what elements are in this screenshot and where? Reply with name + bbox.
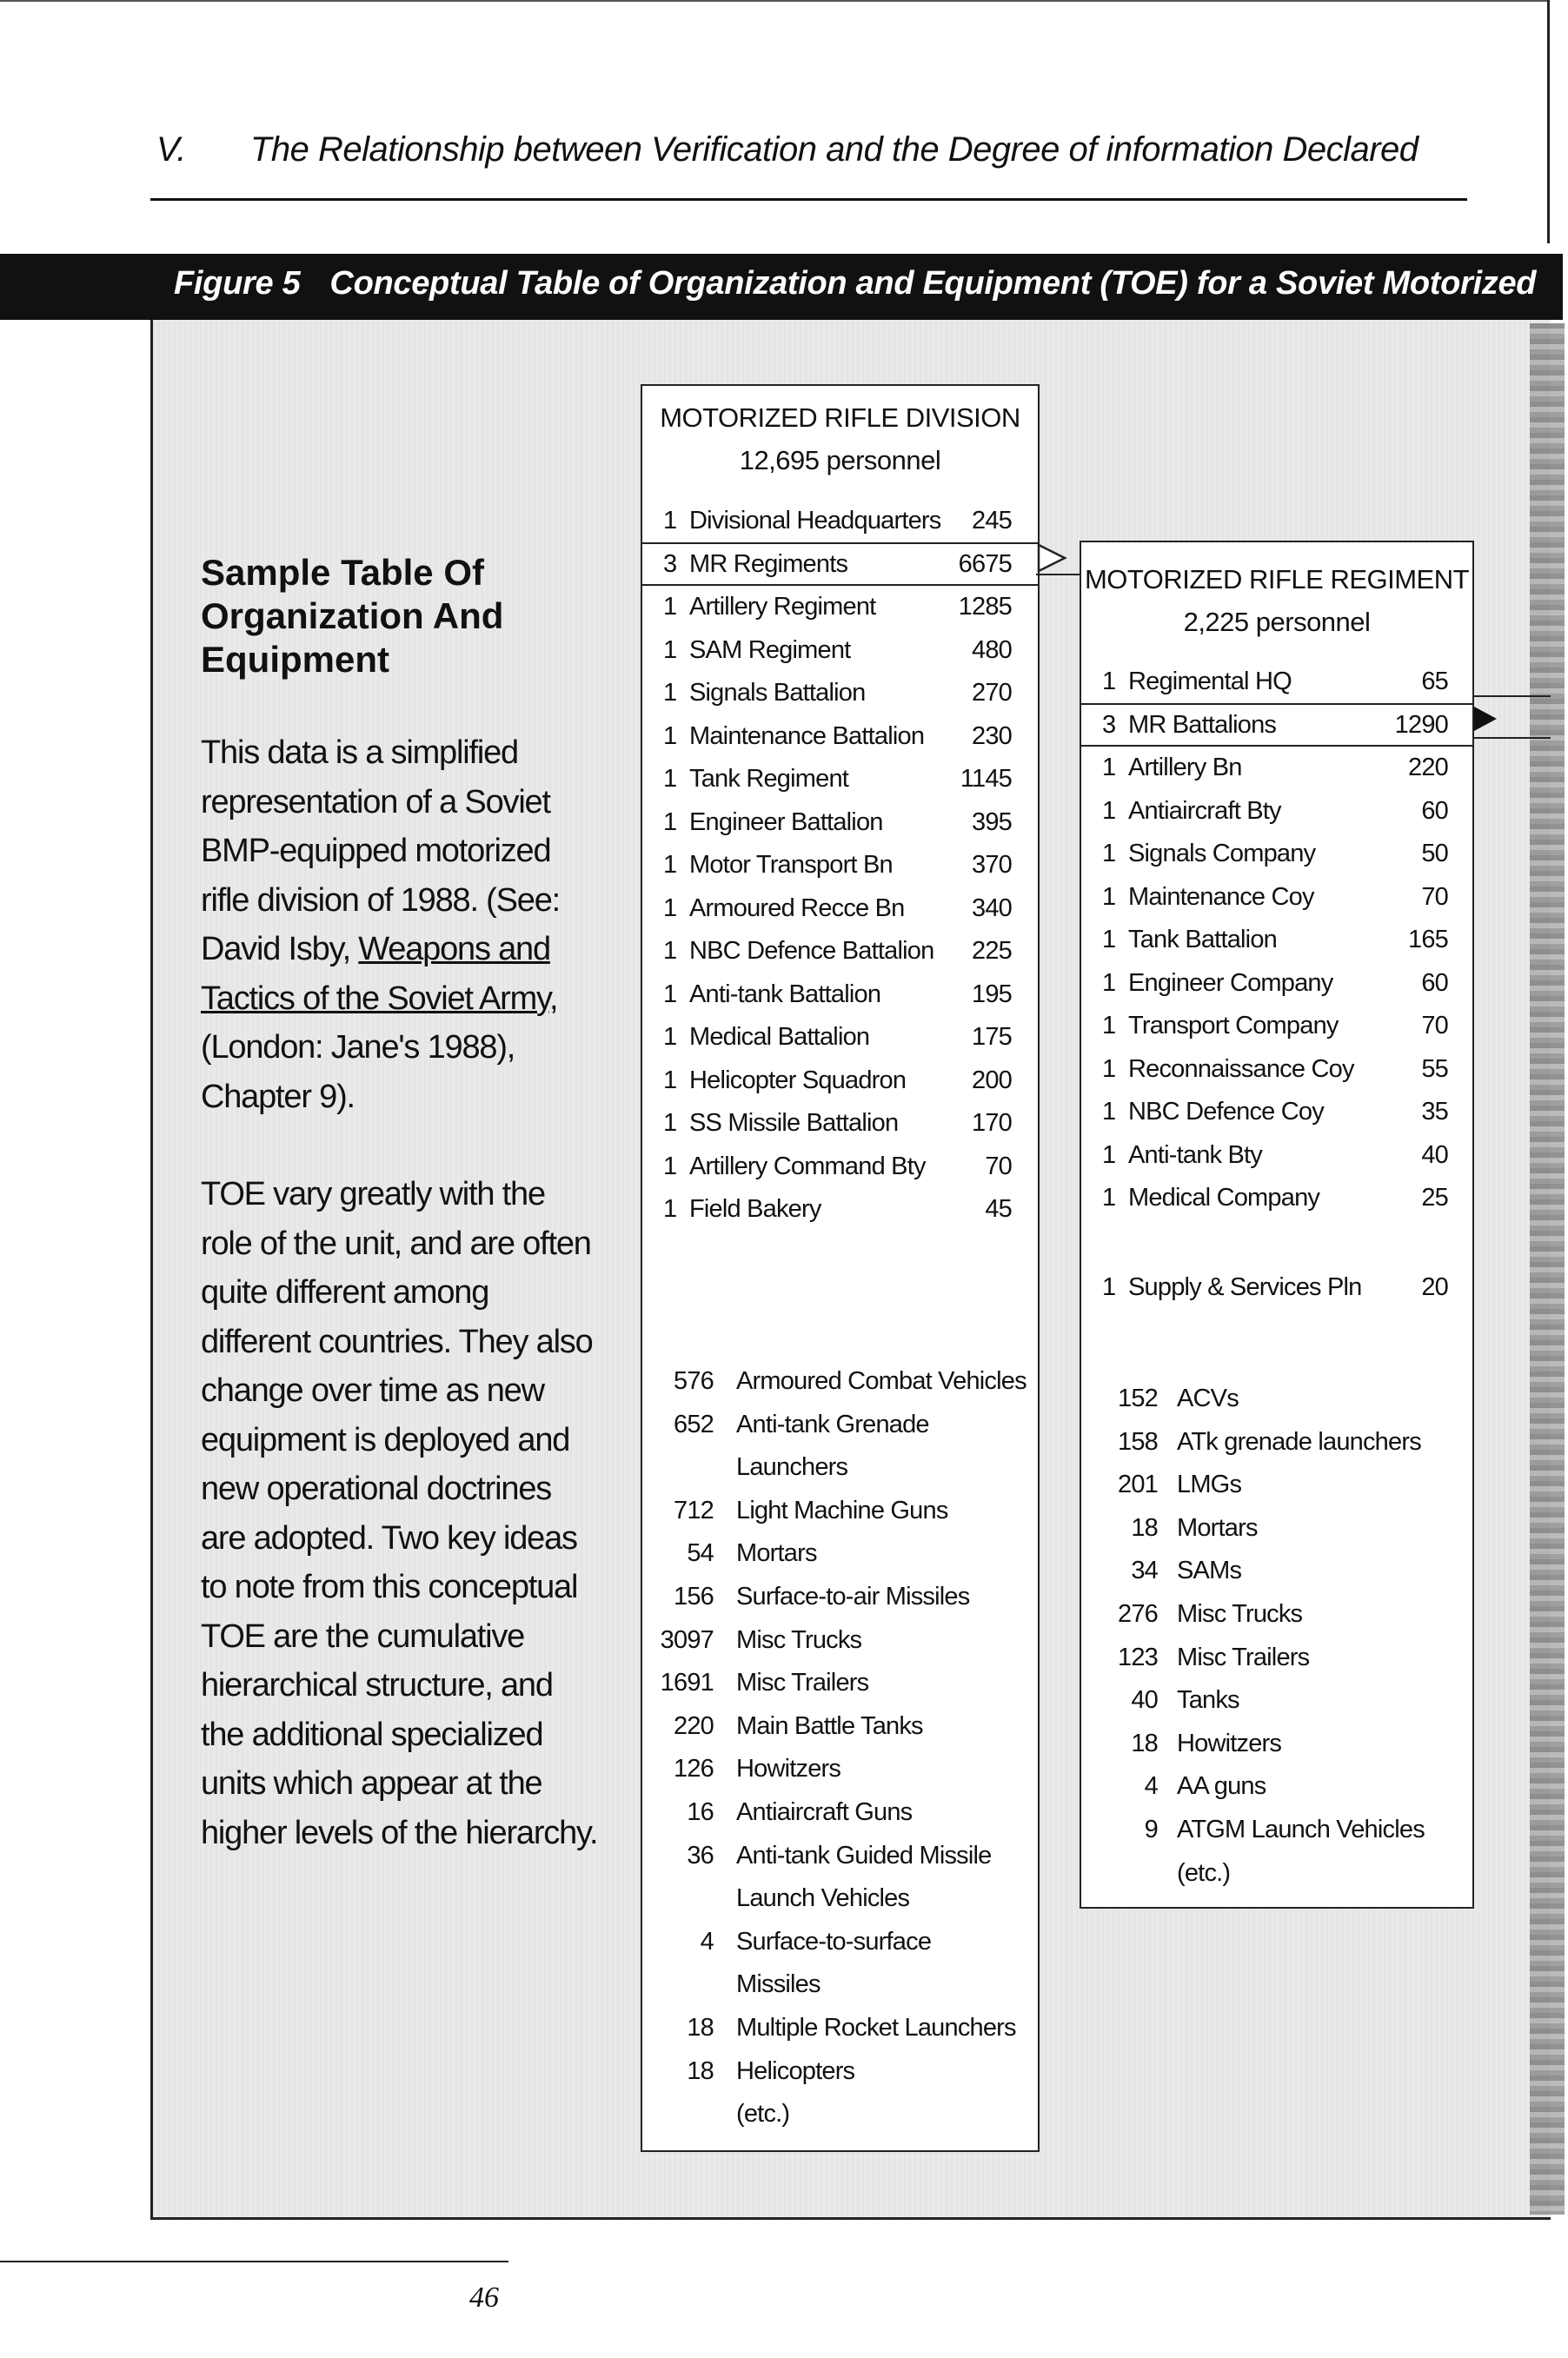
unit-qty: 1 xyxy=(1102,1273,1116,1301)
unit-name: Artillery Regiment xyxy=(689,593,876,621)
equipment-row xyxy=(642,1704,1038,1748)
unit-value: 220 xyxy=(1408,754,1448,781)
unit-qty: 1 xyxy=(663,1109,677,1137)
unit-row xyxy=(642,1101,1038,1145)
unit-value: 60 xyxy=(1421,968,1448,997)
unit-name: Transport Company xyxy=(1128,1012,1339,1040)
unit-value: 50 xyxy=(1421,840,1448,867)
sidebar-title-line: Sample Table Of xyxy=(201,552,484,593)
unit-row xyxy=(1081,1090,1472,1133)
connector-line xyxy=(1472,695,1551,697)
chapter-title: The Relationship between Verification and the Degree of information Declared xyxy=(250,130,1419,169)
equipment-row xyxy=(1081,1808,1472,1851)
unit-row xyxy=(1081,961,1472,1005)
figure-caption-bar xyxy=(0,254,1563,320)
equipment-row xyxy=(642,1445,1038,1489)
unit-row xyxy=(1081,832,1472,875)
equipment-row xyxy=(1081,1592,1472,1636)
unit-qty: 3 xyxy=(1102,710,1116,739)
equipment-row xyxy=(642,1747,1038,1790)
equipment-count: 18 xyxy=(1131,1729,1158,1757)
equipment-row xyxy=(642,1963,1038,2006)
unit-name: Armoured Recce Bn xyxy=(689,893,905,922)
unit-qty: 1 xyxy=(1102,1012,1116,1040)
unit-qty: 3 xyxy=(663,549,677,578)
equipment-row xyxy=(642,2092,1038,2135)
solid-arrow-icon xyxy=(1472,705,1498,733)
equipment-count: 276 xyxy=(1118,1600,1158,1628)
unit-row xyxy=(642,973,1038,1016)
unit-qty: 1 xyxy=(663,679,677,707)
equipment-name: Howitzers xyxy=(736,1755,841,1783)
equipment-name: Armoured Combat Vehicles xyxy=(736,1367,1027,1395)
equipment-name: Anti-tank Grenade xyxy=(736,1410,929,1438)
unit-name: MR Regiments xyxy=(689,549,848,578)
equipment-count: 4 xyxy=(700,1927,714,1956)
unit-name: Regimental HQ xyxy=(1128,668,1292,695)
equipment-count: 712 xyxy=(674,1496,714,1524)
unit-qty: 1 xyxy=(663,893,677,922)
unit-row xyxy=(1081,1004,1472,1047)
equipment-name: ATk grenade launchers xyxy=(1177,1427,1421,1456)
book-title-reference: Weapons and Tactics of the Soviet Army, xyxy=(201,931,558,1017)
heading-rule xyxy=(150,198,1467,201)
unit-value: 55 xyxy=(1421,1054,1448,1083)
equipment-count: 9 xyxy=(1144,1816,1158,1843)
equipment-name: Misc Trucks xyxy=(1177,1600,1303,1628)
equipment-row xyxy=(642,1618,1038,1662)
unit-name: Anti-tank Bty xyxy=(1128,1140,1262,1169)
unit-name: Reconnaissance Coy xyxy=(1128,1054,1354,1083)
unit-qty: 1 xyxy=(663,1152,677,1180)
right-margin-bar xyxy=(1547,0,1550,243)
unit-name: Medical Company xyxy=(1128,1184,1320,1212)
unit-value: 70 xyxy=(1421,1012,1448,1040)
unit-value: 270 xyxy=(972,679,1012,707)
equipment-row xyxy=(642,2049,1038,2093)
unit-value: 1290 xyxy=(1394,710,1448,739)
equipment-count: 652 xyxy=(674,1410,714,1438)
unit-value: 6675 xyxy=(958,549,1012,578)
equipment-count: 126 xyxy=(674,1755,714,1783)
unit-name: Maintenance Coy xyxy=(1128,882,1314,911)
equipment-row xyxy=(642,1531,1038,1575)
unit-value: 25 xyxy=(1421,1184,1448,1212)
unit-value: 195 xyxy=(972,980,1012,1008)
unit-qty: 1 xyxy=(663,1023,677,1051)
equipment-row xyxy=(642,1489,1038,1532)
unit-row xyxy=(642,757,1038,800)
equipment-name: Main Battle Tanks xyxy=(736,1711,923,1740)
unit-value: 200 xyxy=(972,1066,1012,1094)
unit-row xyxy=(1081,918,1472,961)
para1-text-end: (London: Jane's 1988), Chapter 9). xyxy=(201,1029,515,1115)
sidebar-paragraph-1 xyxy=(201,728,601,1121)
equipment-name: Launch Vehicles xyxy=(736,1884,910,1913)
unit-qty: 1 xyxy=(1102,1098,1116,1126)
equipment-name: Mortars xyxy=(736,1539,817,1568)
unit-qty: 1 xyxy=(1102,840,1116,867)
equipment-count: 152 xyxy=(1118,1385,1158,1412)
equipment-row xyxy=(1081,1549,1472,1592)
unit-row xyxy=(642,542,1038,586)
unit-row xyxy=(642,1145,1038,1188)
equipment-name: Anti-tank Guided Missile xyxy=(736,1841,992,1870)
equipment-name: Light Machine Guns xyxy=(736,1496,948,1524)
unit-name: Tank Battalion xyxy=(1128,926,1277,953)
equipment-name: Howitzers xyxy=(1177,1729,1282,1757)
equipment-name: SAMs xyxy=(1177,1557,1242,1585)
unit-name: Engineer Battalion xyxy=(689,807,883,836)
equipment-name: Surface-to-air Missiles xyxy=(736,1583,970,1611)
unit-value: 20 xyxy=(1421,1273,1448,1301)
equipment-row xyxy=(1081,1722,1472,1765)
regiment-box xyxy=(1080,541,1474,1909)
equipment-row xyxy=(642,1575,1038,1618)
unit-name: NBC Defence Coy xyxy=(1128,1098,1324,1126)
unit-qty: 1 xyxy=(663,507,677,535)
unit-row xyxy=(1081,1176,1472,1219)
unit-name: Artillery Command Bty xyxy=(689,1152,926,1180)
unit-value: 70 xyxy=(1421,882,1448,911)
unit-row xyxy=(1081,1133,1472,1177)
unit-row xyxy=(1081,789,1472,833)
equipment-row xyxy=(1081,1636,1472,1679)
unit-name: Medical Battalion xyxy=(689,1023,870,1051)
unit-value: 225 xyxy=(972,937,1012,965)
equipment-row xyxy=(1081,1377,1472,1420)
sidebar-title xyxy=(201,551,566,681)
unit-qty: 1 xyxy=(663,807,677,836)
unit-qty: 1 xyxy=(663,1195,677,1223)
unit-row xyxy=(1081,746,1472,789)
figure-caption xyxy=(174,265,1536,302)
unit-name: Motor Transport Bn xyxy=(689,851,893,879)
unit-row xyxy=(1081,703,1472,747)
regiment-title: MOTORIZED RIFLE REGIMENT xyxy=(1084,564,1470,594)
unit-row xyxy=(642,585,1038,628)
division-personnel: 12,695 personnel xyxy=(739,445,941,475)
equipment-name: Surface-to-surface xyxy=(736,1927,932,1956)
unit-qty: 1 xyxy=(663,765,677,793)
equipment-name: Missiles xyxy=(736,1970,821,1999)
unit-row xyxy=(642,714,1038,758)
unit-value: 480 xyxy=(972,635,1012,664)
unit-value: 40 xyxy=(1421,1140,1448,1169)
unit-row xyxy=(642,1015,1038,1059)
equipment-name: Helicopters xyxy=(736,2056,855,2085)
unit-row xyxy=(642,1059,1038,1102)
equipment-name: (etc.) xyxy=(1177,1858,1231,1887)
unit-name: Tank Regiment xyxy=(689,765,849,793)
unit-row xyxy=(642,843,1038,887)
unit-name: Supply & Services Pln xyxy=(1128,1273,1362,1301)
unit-name: Signals Company xyxy=(1128,840,1316,867)
unit-qty: 1 xyxy=(1102,882,1116,911)
division-box xyxy=(641,384,1040,2152)
unit-row xyxy=(642,929,1038,973)
para1-text: This data is a simplified representation of a Soviet BMP-equipped motorized rifle division of 1988. (See: David Isby, xyxy=(201,734,560,967)
equipment-count: 576 xyxy=(674,1367,714,1395)
equipment-name: Misc Trucks xyxy=(736,1625,862,1654)
equipment-row xyxy=(1081,1463,1472,1506)
unit-value: 175 xyxy=(972,1023,1012,1051)
unit-name: Helicopter Squadron xyxy=(689,1066,907,1094)
equipment-row xyxy=(642,2006,1038,2049)
regiment-extra-unit xyxy=(1081,1265,1472,1309)
equipment-count: 18 xyxy=(1131,1513,1158,1542)
equipment-count: 34 xyxy=(1131,1557,1158,1585)
unit-name: Maintenance Battalion xyxy=(689,721,925,750)
unit-value: 45 xyxy=(985,1195,1012,1223)
chapter-number: V. xyxy=(156,130,186,169)
unit-qty: 1 xyxy=(663,721,677,750)
unit-value: 35 xyxy=(1421,1098,1448,1126)
unit-name: NBC Defence Battalion xyxy=(689,937,934,965)
unit-row xyxy=(642,499,1038,542)
unit-row xyxy=(642,628,1038,672)
unit-qty: 1 xyxy=(663,851,677,879)
sidebar-body xyxy=(201,728,601,1906)
equipment-row xyxy=(1081,1764,1472,1808)
unit-row xyxy=(1081,875,1472,919)
equipment-name: AA guns xyxy=(1177,1772,1266,1801)
equipment-name: Misc Trailers xyxy=(1177,1643,1310,1671)
equipment-name: Antiaircraft Guns xyxy=(736,1798,913,1826)
equipment-row xyxy=(642,1403,1038,1446)
equipment-row xyxy=(1081,1420,1472,1464)
top-rule xyxy=(0,0,1547,2)
unit-value: 1145 xyxy=(960,765,1012,793)
equipment-name: Multiple Rocket Launchers xyxy=(736,2014,1016,2042)
unit-qty: 1 xyxy=(663,937,677,965)
equipment-count: 18 xyxy=(687,2014,714,2042)
unit-value: 1285 xyxy=(958,593,1012,621)
unit-name: Signals Battalion xyxy=(689,679,866,707)
unit-value: 395 xyxy=(972,807,1012,836)
unit-qty: 1 xyxy=(1102,1140,1116,1169)
connector-line xyxy=(1036,574,1080,575)
regiment-personnel: 2,225 personnel xyxy=(1183,607,1371,637)
scan-edge-shadow xyxy=(1530,323,1565,2215)
unit-name: Artillery Bn xyxy=(1128,754,1242,781)
equipment-name: ACVs xyxy=(1177,1385,1239,1412)
unit-qty: 1 xyxy=(1102,754,1116,781)
equipment-count: 18 xyxy=(687,2056,714,2085)
unit-qty: 1 xyxy=(1102,1054,1116,1083)
unit-value: 170 xyxy=(972,1109,1012,1137)
unit-value: 245 xyxy=(972,507,1012,535)
sidebar-title-line: Equipment xyxy=(201,639,389,680)
sidebar-title-line: Organization And xyxy=(201,595,504,636)
equipment-name: Misc Trailers xyxy=(736,1669,869,1697)
unit-row xyxy=(642,887,1038,930)
figure-label: Figure 5 xyxy=(174,265,301,302)
equipment-row xyxy=(642,1920,1038,1963)
equipment-name: ATGM Launch Vehicles xyxy=(1177,1816,1425,1843)
unit-value: 370 xyxy=(972,851,1012,879)
unit-value: 65 xyxy=(1421,668,1448,695)
unit-value: 60 xyxy=(1421,796,1448,825)
equipment-row xyxy=(642,1834,1038,1877)
equipment-row xyxy=(642,1359,1038,1403)
unit-qty: 1 xyxy=(663,593,677,621)
equipment-row xyxy=(1081,1506,1472,1550)
chapter-heading xyxy=(156,130,1460,169)
equipment-name: Mortars xyxy=(1177,1513,1258,1542)
unit-name: MR Battalions xyxy=(1128,710,1277,739)
equipment-row xyxy=(642,1790,1038,1834)
page-number: 46 xyxy=(469,2282,499,2314)
equipment-count: 4 xyxy=(1144,1772,1158,1801)
unit-qty: 1 xyxy=(1102,926,1116,953)
equipment-count: 220 xyxy=(674,1711,714,1740)
equipment-count: 1691 xyxy=(660,1669,714,1697)
equipment-row xyxy=(642,1661,1038,1704)
unit-name: Antiaircraft Bty xyxy=(1128,796,1281,825)
equipment-count: 54 xyxy=(687,1539,714,1568)
equipment-row xyxy=(1081,1678,1472,1722)
equipment-count: 156 xyxy=(674,1583,714,1611)
unit-qty: 1 xyxy=(663,980,677,1008)
unit-value: 165 xyxy=(1408,926,1448,953)
footer-rule xyxy=(0,2261,508,2262)
unit-qty: 1 xyxy=(663,1066,677,1094)
unit-qty: 1 xyxy=(1102,968,1116,997)
hollow-arrow-icon xyxy=(1036,542,1067,574)
equipment-name: LMGs xyxy=(1177,1471,1242,1499)
sidebar-paragraph-2: TOE vary greatly with the role of the unit, and are often quite different among different countries. They also change over time as new equipment is deployed and new operational doctrines are adopted. Two key ideas to note from this conceptual TOE are the cumulative hierarchical structure, and the additional specialized units which appear at the higher levels of the hierarchy. xyxy=(201,1176,598,1851)
unit-name: Field Bakery xyxy=(689,1195,821,1223)
unit-name: Divisional Headquarters xyxy=(689,507,941,535)
equipment-name: (etc.) xyxy=(736,2100,790,2129)
unit-row xyxy=(1081,660,1472,703)
equipment-count: 201 xyxy=(1118,1471,1158,1499)
unit-name: SAM Regiment xyxy=(689,635,851,664)
connector-line xyxy=(1472,737,1551,739)
unit-qty: 1 xyxy=(1102,1184,1116,1212)
unit-row xyxy=(1081,1047,1472,1091)
equipment-count: 40 xyxy=(1131,1686,1158,1715)
equipment-count: 158 xyxy=(1118,1427,1158,1456)
equipment-count: 16 xyxy=(687,1798,714,1826)
unit-name: Anti-tank Battalion xyxy=(689,980,881,1008)
unit-qty: 1 xyxy=(1102,668,1116,695)
figure-title: Conceptual Table of Organization and Equipment (TOE) for a Soviet Motorized xyxy=(329,265,1537,302)
unit-value: 70 xyxy=(985,1152,1012,1180)
equipment-name: Launchers xyxy=(736,1453,848,1482)
unit-row xyxy=(642,1187,1038,1231)
unit-name: Engineer Company xyxy=(1128,968,1333,997)
equipment-row xyxy=(642,1876,1038,1920)
equipment-count: 123 xyxy=(1118,1643,1158,1671)
unit-qty: 1 xyxy=(1102,796,1116,825)
equipment-count: 36 xyxy=(687,1841,714,1870)
unit-qty: 1 xyxy=(663,635,677,664)
unit-value: 230 xyxy=(972,721,1012,750)
unit-row xyxy=(642,671,1038,714)
unit-name: SS Missile Battalion xyxy=(689,1109,899,1137)
equipment-row xyxy=(1081,1851,1472,1895)
unit-row xyxy=(642,800,1038,844)
division-title: MOTORIZED RIFLE DIVISION xyxy=(660,402,1020,433)
equipment-name: Tanks xyxy=(1177,1686,1239,1715)
unit-value: 340 xyxy=(972,893,1012,922)
equipment-count: 3097 xyxy=(660,1625,714,1654)
